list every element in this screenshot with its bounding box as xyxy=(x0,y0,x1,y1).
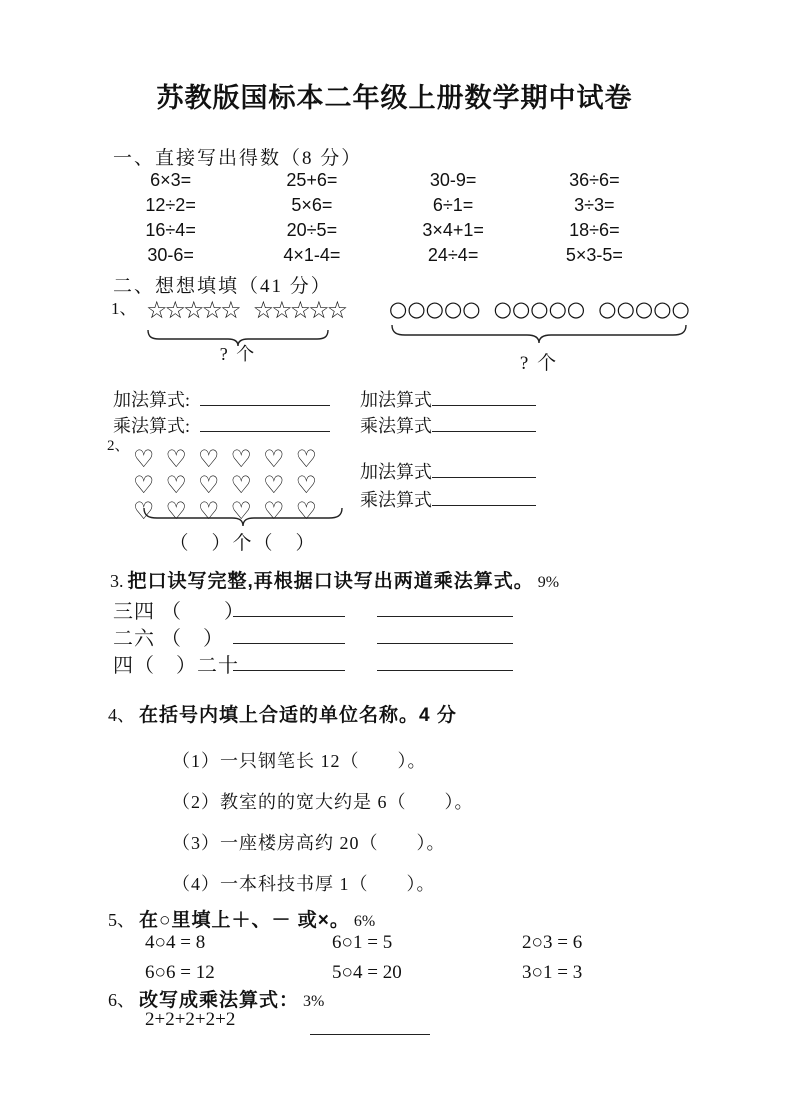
item1-left-addition-line xyxy=(113,386,330,412)
answer-blank xyxy=(233,624,345,644)
rhyme-label: 三四 （ ） xyxy=(113,601,245,623)
problem: 3×4+1= xyxy=(422,220,484,240)
answer-blank xyxy=(233,651,345,671)
item2-multiplication-line xyxy=(360,486,536,512)
addition-label: 加法算式 xyxy=(360,390,432,410)
item3-header xyxy=(110,566,559,593)
problem: 30-9= xyxy=(429,170,477,190)
item5-number: 5、 xyxy=(108,910,135,930)
star-groups xyxy=(146,296,359,324)
heart-row: ♡♡♡♡♡♡ xyxy=(133,445,329,473)
item6-number: 6、 xyxy=(108,990,135,1010)
item4-header-text: 在括号内填上合适的单位名称。4 分 xyxy=(139,705,457,726)
answer-blank xyxy=(377,597,513,617)
item4-header xyxy=(108,700,457,727)
item5-header xyxy=(108,905,375,932)
problem: 20÷5= xyxy=(286,220,338,240)
answer-blank xyxy=(432,412,536,432)
circle-group: ○○○○○ xyxy=(598,297,690,321)
operator-equation: 6○1 = 5 xyxy=(332,932,393,953)
operator-equation: 5○4 = 20 xyxy=(332,962,402,983)
problem: 36÷6= xyxy=(569,170,620,190)
circle-group: ○○○○○ xyxy=(493,297,586,321)
item6-header xyxy=(108,985,324,1012)
hearts-count-label: （ ）个（ ） xyxy=(169,533,317,554)
item3-header-text: 把口诀写完整,再根据口诀写出两道乘法算式。 xyxy=(127,571,534,592)
problem: 30-6= xyxy=(147,245,194,265)
item3-score: 9% xyxy=(537,574,560,591)
operator-equation: 3○1 = 3 xyxy=(522,962,583,983)
answer-blank xyxy=(432,386,536,406)
problem: 25+6= xyxy=(286,170,338,190)
answer-blank xyxy=(432,486,536,506)
problem: 6÷1= xyxy=(432,195,474,215)
answer-blank xyxy=(233,597,345,617)
problem: 6×3= xyxy=(150,170,192,190)
page-title: 苏教版国标本二年级上册数学期中试卷 xyxy=(156,83,633,113)
section1-problem-grid xyxy=(100,168,665,268)
answer-blank xyxy=(377,651,513,671)
unit-question: （4）一本科技书厚 1（ ）。 xyxy=(172,874,436,894)
circles-brace xyxy=(391,324,687,344)
star-group: ☆☆☆☆☆ xyxy=(252,296,346,324)
item4-number: 4、 xyxy=(108,705,135,725)
operator-equation: 2○3 = 6 xyxy=(522,932,583,953)
item1-left-multiplication-line xyxy=(113,412,330,438)
section2-header: 二、想想填填（41 分） xyxy=(113,276,332,297)
problem: 18÷6= xyxy=(569,220,620,240)
item3-number: 3. xyxy=(110,571,124,591)
multiplication-label: 乘法算式: xyxy=(113,416,191,436)
item1-number: 1、 xyxy=(111,299,137,318)
operator-equation: 4○4 = 8 xyxy=(145,932,206,953)
section1-header: 一、直接写出得数（8 分） xyxy=(113,148,363,169)
problem: 3÷3= xyxy=(574,195,615,215)
answer-blank xyxy=(377,624,513,644)
unit-question: （3）一座楼房高约 20（ ）。 xyxy=(172,833,446,853)
item6-score: 3% xyxy=(303,993,325,1010)
addition-label: 加法算式: xyxy=(113,390,191,410)
answer-blank xyxy=(310,1012,430,1035)
problem: 4×1-4= xyxy=(283,245,341,265)
rhyme-row xyxy=(113,595,673,622)
item6-header-text: 改写成乘法算式： xyxy=(139,990,300,1011)
addition-label: 加法算式 xyxy=(360,462,432,482)
heart-row: ♡♡♡♡♡♡ xyxy=(133,497,329,525)
problem: 24÷4= xyxy=(427,245,479,265)
item5-score: 6% xyxy=(353,913,376,930)
star-group: ☆☆☆☆☆ xyxy=(146,296,239,324)
problem: 5×3-5= xyxy=(565,245,623,265)
answer-blank xyxy=(200,386,330,406)
rhyme-row xyxy=(113,622,673,649)
item1-right-addition-line xyxy=(360,386,536,412)
rhyme-row xyxy=(113,649,673,676)
problem: 16÷4= xyxy=(145,220,196,240)
item5-header-text: 在○里填上＋、－ 或×。 xyxy=(139,910,350,931)
circles-count-label: ? 个 xyxy=(519,353,559,374)
item2-number: 2、 xyxy=(107,438,130,454)
operator-row xyxy=(0,932,789,958)
stars-count-label: ? 个 xyxy=(219,344,257,364)
circle-group: ○○○○○ xyxy=(389,297,481,321)
hearts-brace xyxy=(143,507,343,527)
unit-question: （1）一只钢笔长 12（ ）。 xyxy=(172,751,427,771)
problem: 12÷2= xyxy=(145,195,196,215)
item2-addition-line xyxy=(360,458,536,484)
unit-question: （2）教室的的宽大约是 6（ ）。 xyxy=(172,792,474,812)
addition-expression: 2+2+2+2+2 xyxy=(145,1009,236,1030)
answer-blank xyxy=(432,458,536,478)
rhyme-label: 四（ ）二十 xyxy=(113,655,239,677)
multiplication-label: 乘法算式 xyxy=(360,490,432,510)
operator-equation: 6○6 = 12 xyxy=(145,962,215,983)
item1-right-multiplication-line xyxy=(360,412,536,438)
heart-row: ♡♡♡♡♡♡ xyxy=(133,471,329,499)
circle-groups xyxy=(389,297,703,321)
answer-blank xyxy=(200,412,330,432)
problem: 5×6= xyxy=(291,195,333,215)
multiplication-label: 乘法算式 xyxy=(360,416,432,436)
rhyme-label: 二六 （ ） xyxy=(113,628,224,650)
